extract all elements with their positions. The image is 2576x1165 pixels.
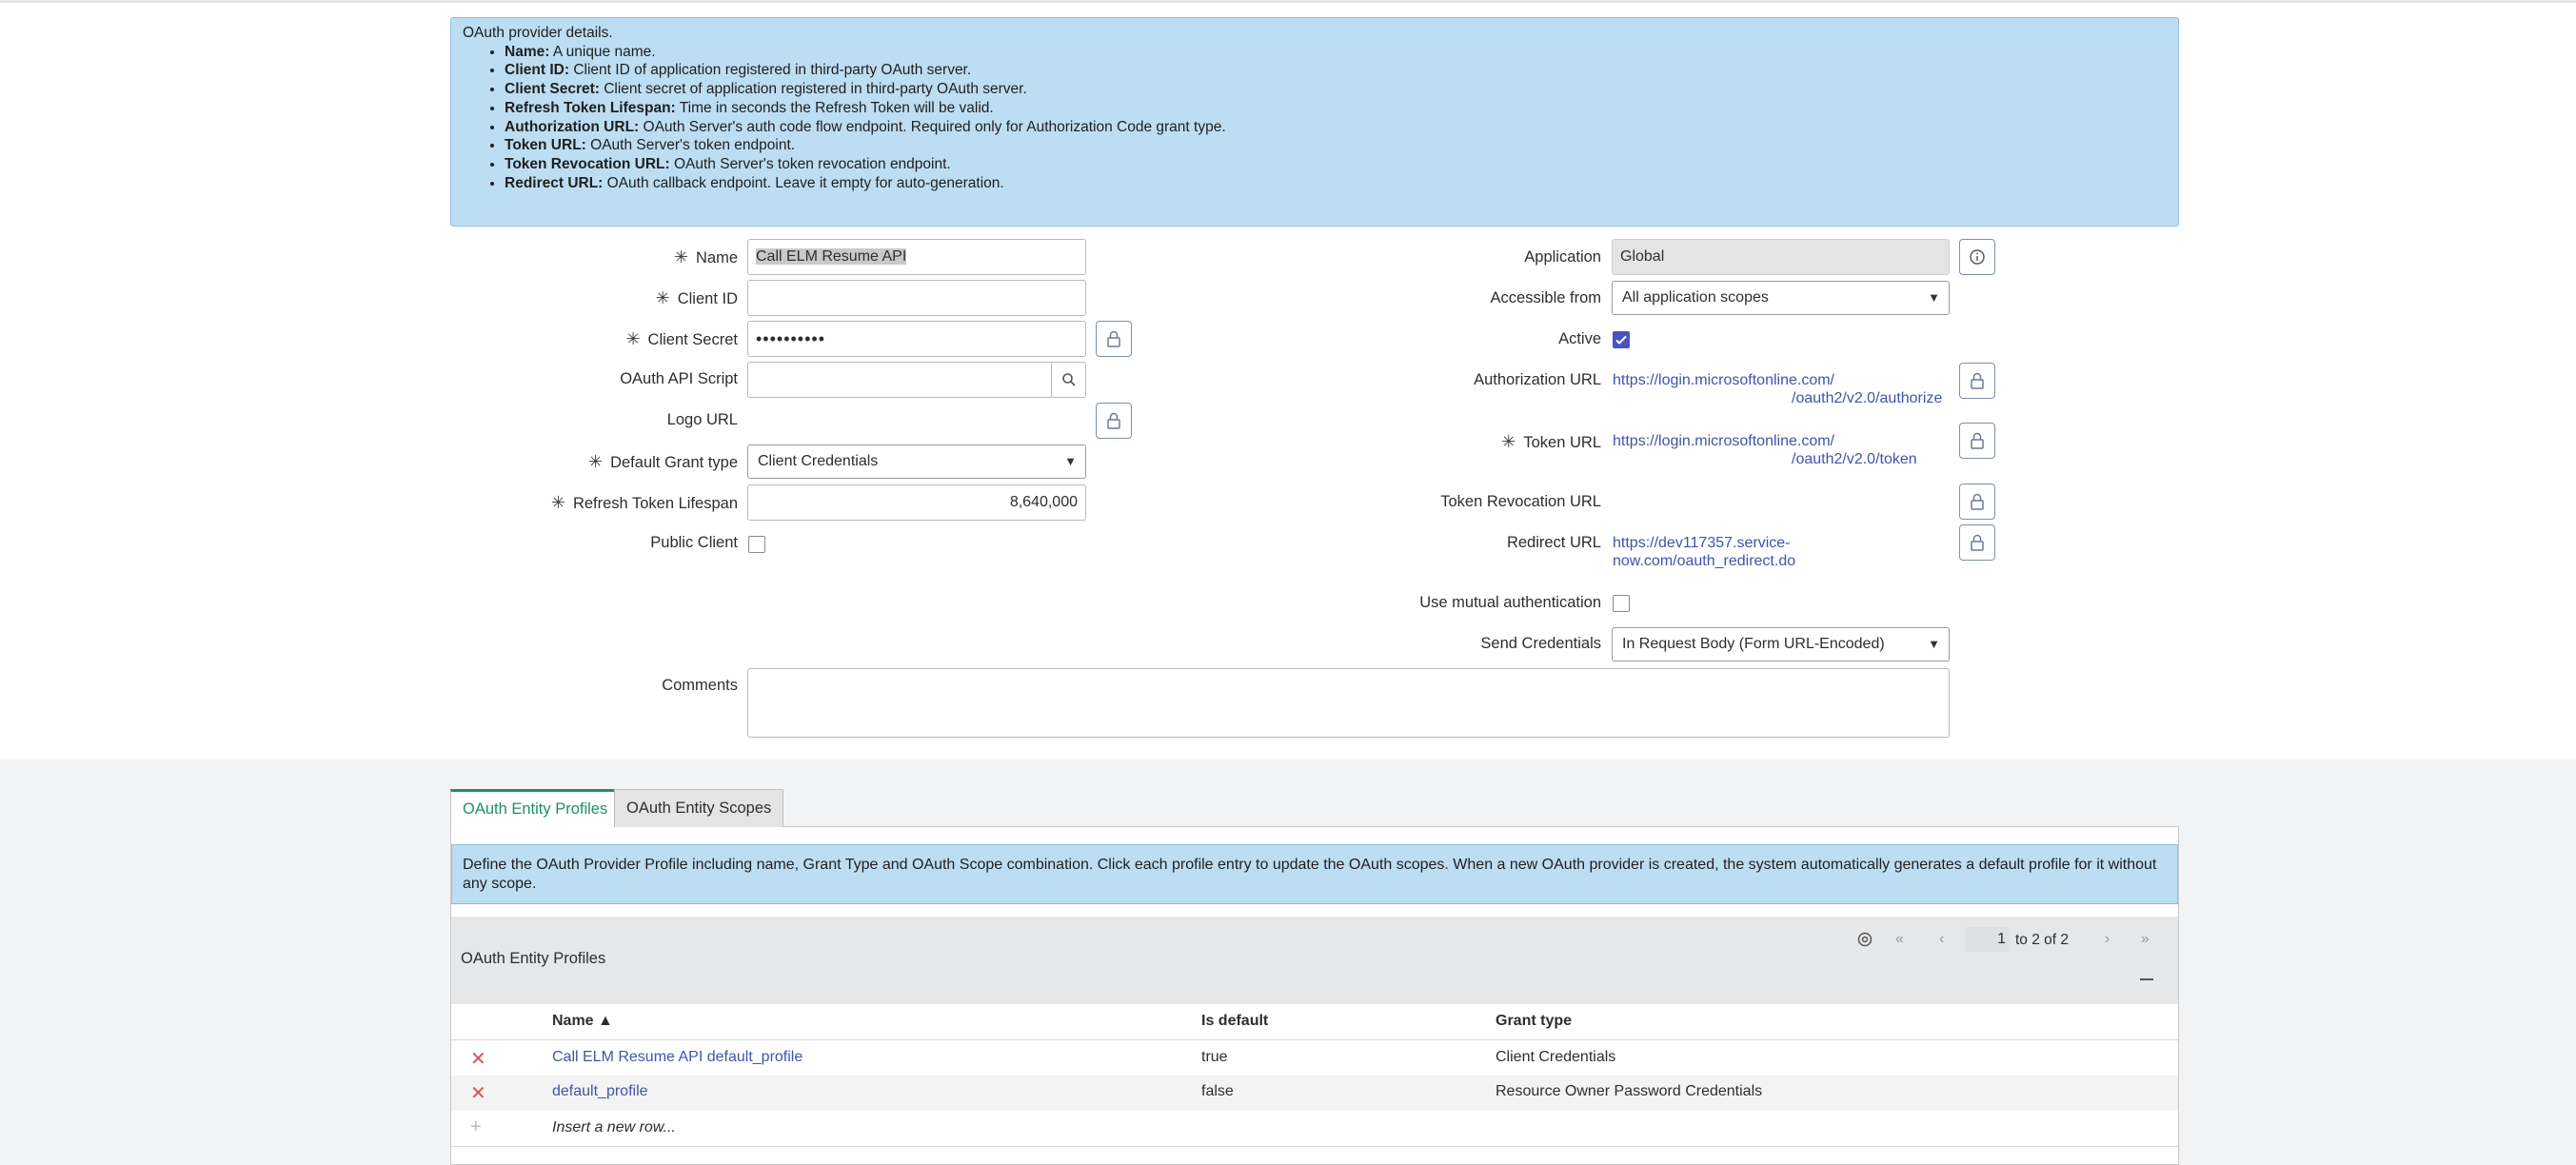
next-page-icon: ›: [2105, 931, 2110, 947]
redirect-url-label: Redirect URL: [1506, 534, 1601, 551]
mutual-auth-label: Use mutual authentication: [1419, 594, 1601, 611]
comments-label: Comments: [662, 677, 738, 694]
api-script-input[interactable]: [747, 362, 1052, 398]
revocation-url-label: Token Revocation URL: [1440, 493, 1601, 510]
public-client-checkbox[interactable]: [748, 536, 765, 553]
top-divider: [0, 0, 2576, 3]
page-number-input[interactable]: 1: [1965, 927, 2009, 952]
name-input[interactable]: Call ELM Resume API: [747, 239, 1086, 275]
grant-type-select[interactable]: Client Credentials ▼: [747, 444, 1086, 479]
collapse-icon[interactable]: [2140, 978, 2153, 980]
help-list: [505, 43, 2167, 193]
active-label: Active: [1558, 330, 1601, 347]
help-heading: OAuth provider details.: [463, 25, 613, 41]
help-item: • Client ID: Client ID of application registered in third-party OAuth server.: [505, 61, 2167, 80]
client-secret-lock-button[interactable]: [1096, 321, 1132, 357]
info-icon: [1969, 248, 1986, 266]
redirect-url-lock-button[interactable]: [1959, 524, 1995, 561]
logo-url-label: Logo URL: [666, 411, 738, 428]
auth-url-lock-button[interactable]: [1959, 363, 1995, 399]
help-item: • Refresh Token Lifespan: Time in seconds the Refresh Token will be valid.: [505, 99, 2167, 118]
auth-url-link[interactable]: https://login.microsoftonline.com/ /oauth2/v2.0/authorize: [1613, 372, 1943, 406]
mutual-auth-checkbox[interactable]: [1613, 595, 1630, 612]
list-title: OAuth Entity Profiles: [461, 950, 606, 967]
pager-range: to 2 of 2: [2015, 932, 2070, 948]
delete-row-icon[interactable]: ✕: [470, 1083, 486, 1104]
last-page-button[interactable]: [2141, 931, 2150, 948]
application-info-button[interactable]: [1959, 239, 1995, 275]
accessible-from-select[interactable]: All application scopes ▼: [1612, 281, 1950, 315]
grant-type-cell: Resource Owner Password Credentials: [1496, 1083, 1763, 1099]
help-item: • Token URL: OAuth Server's token endpoint.: [505, 136, 2167, 155]
help-item: • Redirect URL: OAuth callback endpoint. Leave it empty for auto-generation.: [505, 174, 2167, 193]
checkmark-icon: [1614, 332, 1629, 347]
comments-textarea[interactable]: [747, 668, 1950, 738]
search-icon: [1061, 372, 1077, 387]
list-header-bar: [451, 917, 2178, 1004]
gear-icon: [1856, 931, 1873, 948]
help-item: • Client Secret: Client secret of application registered in third-party OAuth server.: [505, 80, 2167, 99]
first-page-button[interactable]: [1895, 931, 1904, 948]
tab-oauth-entity-profiles[interactable]: OAuth Entity Profiles: [450, 789, 620, 827]
lock-icon: [1970, 372, 1985, 389]
profiles-help: Define the OAuth Provider Profile including name, Grant Type and OAuth Scope combination. Click each profile entry to update the OAuth scopes. When a new OAuth provider is created, the system automatically generates a default profile for it without any scope.: [451, 844, 2178, 904]
required-icon: ✳: [625, 329, 641, 348]
lock-icon: [1106, 412, 1121, 429]
lock-icon: [1106, 330, 1121, 347]
grant-type-cell: Client Credentials: [1496, 1049, 1616, 1065]
api-script-lookup-button[interactable]: [1051, 362, 1086, 398]
column-header-grant-type[interactable]: Grant type: [1496, 1013, 1573, 1029]
tab-oauth-entity-scopes[interactable]: OAuth Entity Scopes: [614, 789, 783, 827]
revocation-url-lock-button[interactable]: [1959, 484, 1995, 520]
oauth-provider-help: [450, 17, 2179, 227]
public-client-label: Public Client: [650, 534, 738, 551]
previous-page-icon: ‹: [1939, 931, 1945, 947]
grant-type-label: ✳ Default Grant type: [588, 452, 738, 471]
redirect-url-link[interactable]: https://dev117357.service- now.com/oauth_redirect.do: [1613, 535, 1796, 569]
application-label: Application: [1524, 248, 1601, 266]
is-default-cell: false: [1201, 1083, 1234, 1099]
next-page-button[interactable]: [2105, 931, 2110, 948]
chevron-down-icon: ▼: [1064, 454, 1077, 468]
help-item: • Authorization URL: OAuth Server's auth code flow endpoint. Required only for Authorization Code grant type.: [505, 118, 2167, 137]
required-icon: ✳: [1501, 432, 1516, 451]
client-id-label: ✳ Client ID: [655, 288, 738, 307]
required-icon: ✳: [673, 247, 688, 267]
table-row[interactable]: [451, 1076, 2178, 1111]
active-checkbox[interactable]: [1613, 331, 1630, 348]
api-script-label: OAuth API Script: [620, 370, 738, 387]
send-credentials-select[interactable]: In Request Body (Form URL-Encoded) ▼: [1612, 627, 1950, 661]
auth-url-label: Authorization URL: [1474, 371, 1601, 388]
application-field: Global: [1612, 239, 1950, 275]
list-settings-button[interactable]: [1856, 931, 1873, 953]
lock-icon: [1970, 534, 1985, 551]
lock-icon: [1970, 493, 1985, 510]
profile-name-link[interactable]: default_profile: [552, 1083, 648, 1099]
logo-url-lock-button[interactable]: [1096, 403, 1132, 439]
send-credentials-label: Send Credentials: [1480, 635, 1601, 652]
help-item: • Token Revocation URL: OAuth Server's token revocation endpoint.: [505, 155, 2167, 174]
help-item: • Name: A unique name.: [505, 43, 2167, 62]
token-url-lock-button[interactable]: [1959, 423, 1995, 459]
client-id-input[interactable]: [747, 280, 1086, 316]
profile-name-link[interactable]: Call ELM Resume API default_profile: [552, 1049, 803, 1065]
insert-row[interactable]: [451, 1111, 2178, 1146]
column-header-is-default[interactable]: Is default: [1201, 1013, 1269, 1029]
previous-page-button[interactable]: [1939, 931, 1944, 948]
first-page-icon: «: [1895, 931, 1904, 947]
accessible-from-label: Accessible from: [1490, 289, 1601, 306]
token-url-label: ✳ Token URL: [1501, 432, 1601, 451]
add-row-icon: +: [470, 1116, 482, 1137]
chevron-down-icon: ▼: [1928, 290, 1940, 305]
insert-row-label[interactable]: Insert a new row...: [552, 1119, 676, 1135]
refresh-lifespan-label: ✳ Refresh Token Lifespan: [550, 493, 738, 512]
table-row[interactable]: [451, 1040, 2178, 1076]
chevron-down-icon: ▼: [1928, 637, 1940, 651]
client-secret-input[interactable]: ••••••••••: [747, 321, 1086, 357]
required-icon: ✳: [550, 493, 565, 512]
name-label: ✳ Name: [673, 247, 738, 267]
is-default-cell: true: [1201, 1049, 1228, 1065]
lock-icon: [1970, 432, 1985, 449]
table-bottom-divider: [451, 1146, 2178, 1147]
token-url-link[interactable]: https://login.microsoftonline.com/ /oauth2/v2.0/token: [1613, 433, 1917, 467]
column-header-name[interactable]: Name ▲: [552, 1013, 613, 1029]
refresh-lifespan-input[interactable]: 8,640,000: [747, 484, 1086, 521]
last-page-icon: »: [2141, 931, 2150, 947]
required-icon: ✳: [588, 452, 604, 471]
delete-row-icon[interactable]: ✕: [470, 1049, 486, 1070]
required-icon: ✳: [655, 288, 670, 307]
client-secret-label: ✳ Client Secret: [625, 329, 738, 348]
